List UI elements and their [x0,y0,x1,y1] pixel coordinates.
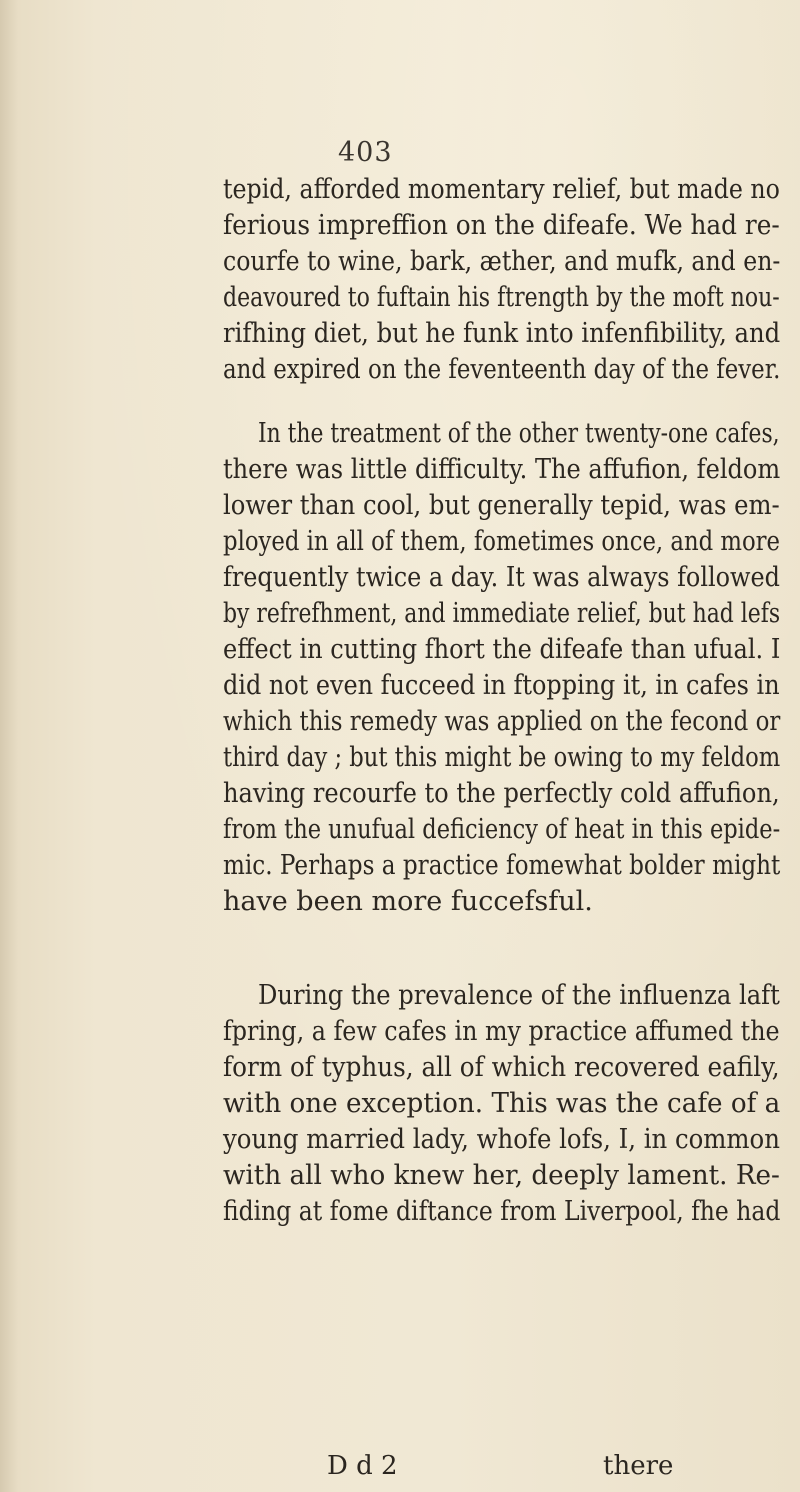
text-line: have been more fuccefsful. [223,886,593,917]
text-line: which this remedy was applied on the fecond or [223,706,781,737]
text-line: fpring, a few cafes in my practice affumed the [223,1016,780,1047]
page-number: 403 [338,137,393,168]
text-line: third day ; but this might be owing to my feldom [223,742,781,773]
text-line: frequently twice a day. It was always followed [223,562,780,593]
text-line: young married lady, whofe lofs, I, in common [223,1124,780,1155]
text-line: mic. Perhaps a practice fomewhat bolder might [223,850,781,881]
text-line: tepid, afforded momentary relief, but made no [223,174,780,205]
text-line: In the treatment of the other twenty-one cafes, [258,418,780,449]
text-line: by refrefhment, and immediate relief, but had lefs [223,598,781,629]
text-line: with all who knew her, deeply lament. Re- [223,1160,780,1191]
text-line: effect in cutting fhort the difeafe than ufual. I [223,634,781,665]
text-line: rifhing diet, but he funk into infenfibility, and [223,318,781,349]
text-line: courfe to wine, bark, æther, and mufk, and en- [223,246,781,277]
catchword: there [603,1451,674,1481]
text-line: fiding at fome diftance from Liverpool, fhe had [223,1196,781,1227]
text-line: form of typhus, all of which recovered eafily, [223,1052,780,1083]
signature-mark: D d 2 [327,1451,398,1481]
text-line: and expired on the feventeenth day of the fever. [223,354,781,385]
text-line: from the unufual deficiency of heat in this epide- [223,814,781,845]
text-line: there was little difficulty. The affufion, feldom [223,454,781,485]
text-line: ployed in all of them, fometimes once, and more [223,526,781,557]
text-line: with one exception. This was the cafe of a [223,1088,781,1119]
text-line: lower than cool, but generally tepid, was em- [223,490,780,521]
text-line: having recourfe to the perfectly cold affufion, [223,778,780,809]
text-line: deavoured to fuftain his ftrength by the moft nou- [223,282,780,313]
text-line: During the prevalence of the influenza laft [258,980,780,1011]
text-line: ferious impreffion on the difeafe. We had re- [223,210,780,241]
text-line: did not even fucceed in ftopping it, in cafes in [223,670,780,701]
page-edge-shadow [0,0,18,1492]
